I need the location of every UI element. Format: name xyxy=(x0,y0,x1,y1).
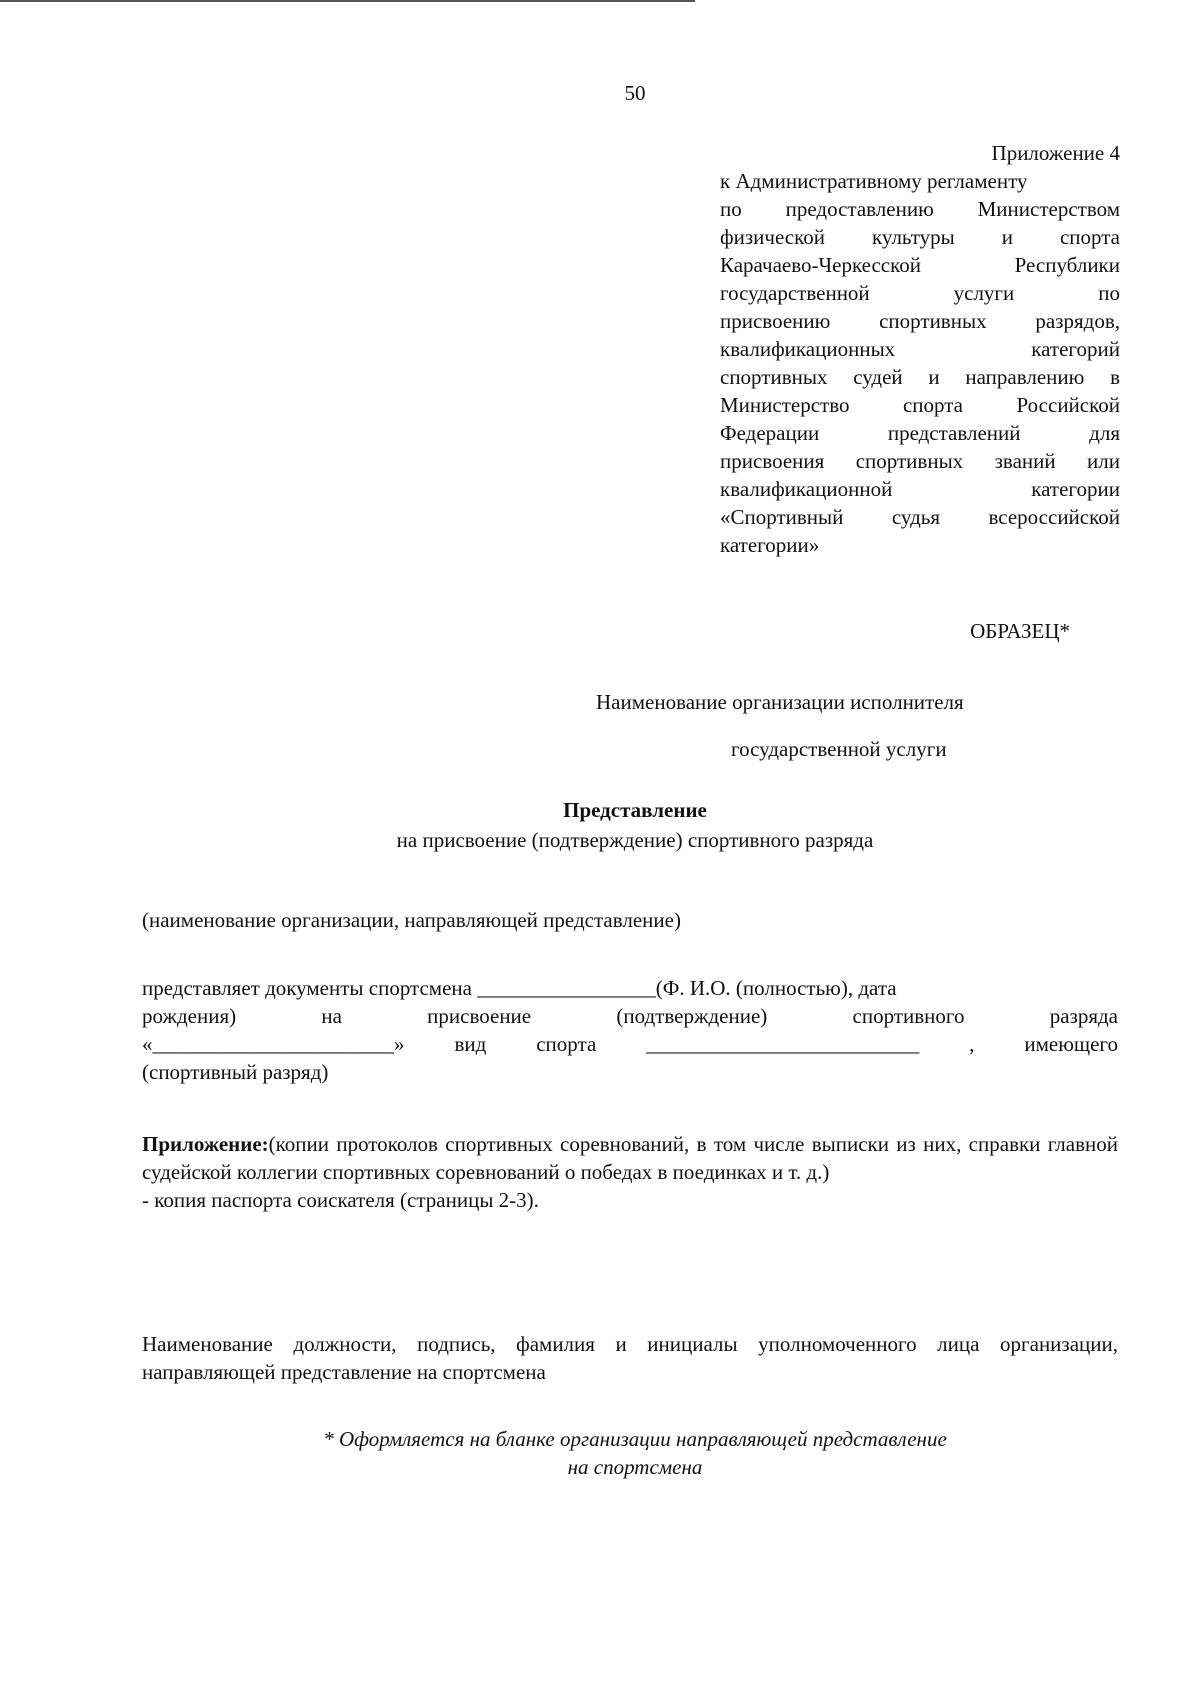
annex-line: по предоставлению Министерством xyxy=(720,197,1120,221)
annex-line: присвоения спортивных званий или xyxy=(720,449,1120,473)
annex-line: спортивных судей и направлению в xyxy=(720,365,1120,389)
rank-blank: «_______________________» xyxy=(142,1032,405,1056)
page-number: 50 xyxy=(624,81,646,105)
executor-line-1: Наименование организации исполнителя xyxy=(596,690,964,714)
submission-text: представляет документы спортсмена xyxy=(142,976,472,1000)
submission-text: имеющего xyxy=(1024,1032,1119,1056)
submission-line-1 xyxy=(142,974,1118,1002)
annex-line: квалификационной категории xyxy=(720,477,1120,501)
annex-line: «Спортивный судья всероссийской xyxy=(720,505,1120,529)
org-placeholder: (наименование организации, направляющей представление) xyxy=(142,908,681,932)
annex-line: категории» xyxy=(720,533,820,557)
name-blank: _________________ xyxy=(477,976,656,1000)
submission-line-4: (спортивный разряд) xyxy=(142,1060,329,1084)
annex-line: Карачаево-Черкесской Республики xyxy=(720,253,1120,277)
annex-line: государственной услуги по xyxy=(720,281,1120,305)
executor-line-2: государственной услуги xyxy=(731,737,947,761)
submission-line-3 xyxy=(142,1030,1118,1058)
attachment-item: - копия паспорта соискателя (страницы 2-3). xyxy=(142,1188,539,1212)
submission-text: вид спорта xyxy=(454,1032,597,1056)
submission-text: (Ф. И.О. (полностью), дата xyxy=(655,976,897,1000)
annex-line: к Административному регламенту xyxy=(720,169,1028,193)
signatory-paragraph: Наименование должности, подпись, фамилия и инициалы уполномоченного лица организации, направляющей представление на спортсмена xyxy=(142,1332,1118,1384)
attachment-paragraph xyxy=(142,1130,1118,1214)
submission-line-2: рождения) на присвоение (подтверждение) спортивного разряда xyxy=(142,1004,1118,1028)
attachment-text-block xyxy=(142,1130,1118,1186)
document-subtitle: на присвоение (подтверждение) спортивного разряда xyxy=(396,828,874,852)
annex-line: Министерство спорта Российской xyxy=(720,393,1120,417)
sample-label: ОБРАЗЕЦ* xyxy=(970,619,1070,643)
attachment-text: (копии протоколов спортивных соревнований, в том числе выписки из них, справки главной судейской коллегии спортивных соревнований о победах в поединках и т. д.) xyxy=(142,1132,1118,1184)
annex-line: физической культуры и спорта xyxy=(720,225,1120,249)
document-title: Представление xyxy=(563,798,707,822)
annex-title: Приложение 4 xyxy=(991,141,1120,165)
attachment-label: Приложение: xyxy=(142,1132,269,1156)
footnote xyxy=(0,1425,1200,1481)
submission-paragraph xyxy=(142,974,1118,1086)
annex-header xyxy=(720,139,1120,559)
annex-line: квалификационных категорий xyxy=(720,337,1120,361)
footnote-line-1: * Оформляется на бланке организации направляющей представление xyxy=(323,1427,947,1451)
scan-edge-line xyxy=(0,0,695,2)
sport-blank: __________________________ , xyxy=(646,1032,975,1056)
annex-line: присвоению спортивных разрядов, xyxy=(720,309,1120,333)
annex-line: Федерации представлений для xyxy=(720,421,1120,445)
footnote-line-2: на спортсмена xyxy=(567,1455,703,1479)
